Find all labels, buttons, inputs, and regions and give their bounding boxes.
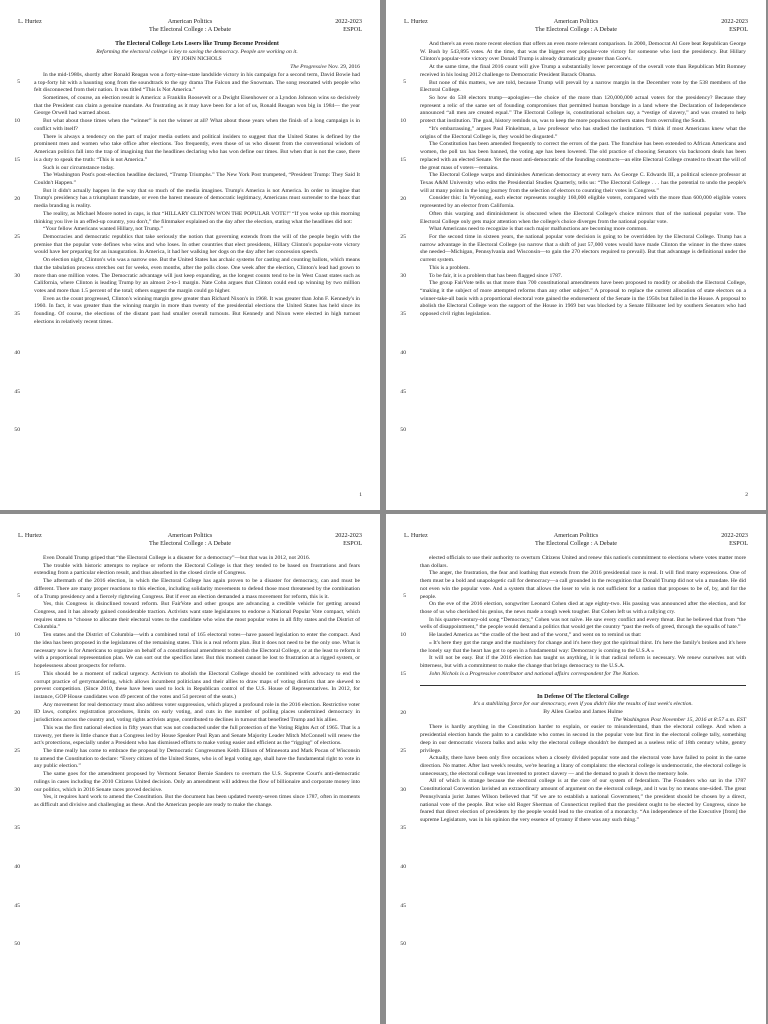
header-course-name: American Politics: [553, 532, 599, 539]
line-number: 50: [400, 427, 406, 433]
article-byline: BY JOHN NICHOLS: [172, 56, 222, 63]
header-course-subtitle: The Electoral College : A Debate: [535, 26, 617, 33]
article-title: In Defense Of The Electoral College: [536, 693, 630, 700]
paragraph: And there's an even more recent election that offers an even more relevant comparison. In 2000, Democrat Al Gore beat Republican George W. Bush by 543,895 votes. At the time, that was the biggest ever popular-vote victory for someone who lost the presidency. But Hillary Clinton's popular-vote victory over Donald Trump is already dramatically greater than Gore's.: [420, 41, 746, 63]
paragraph: All of which is strange because the electoral college is at the core of our system of federalism. The Founders who sat in the 1787 Constitutional Convention lavished an extraordinary amount of argument on the electoral college, and it was by no means one-sided. The great Pennsylvania jurist James Wilson believed that “if we are to establish a national Government,” the president should be chosen by a direct, national vote of the people. But wise old Roger Sherman of Connecticut replied that the president ought to be elected by Congress, since he feared that direct election of presidents by the people would lead to the creation of a monarchy. “An independence of the Executive [from] the supreme Legislature, was in his opinion the very essence of tyranny if there was any such thing.”: [420, 778, 746, 823]
header-course-name: American Politics: [167, 18, 213, 25]
line-number: 40: [400, 350, 406, 356]
header-academic-year: 2022-2023: [721, 532, 748, 539]
line-number: 20: [14, 196, 20, 202]
line-number: 25: [400, 748, 406, 754]
paragraph: Democracies and democratic republics that take seriously the notion that governing extends from the will of the people begin with the premise that the popular vote defines who wins and who loses. In other countries that elect presidents, Hillary Clinton's popular-vote victory would have her preparing for an inauguration. In America, it had her walking her dogs on the day after her concession speech.: [34, 233, 360, 256]
line-number: 5: [17, 79, 20, 85]
paragraph: Even as the count progressed, Clinton's winning margin grew greater than Richard Nixon's in 1968. It was greater than John F. Kennedy's in 1960. In fact, it was greater than the winning margin in more than twenty of the presidential elections the United States has held since its founding. Of course, the elections of the distant past had smaller overall turnouts. But Kennedy and Nixon were elected in high turnout elections in relatively recent times.: [34, 295, 360, 325]
paragraph: He lauded America as “the cradle of the best and of the worst,” and went on to remind us that:: [429, 632, 642, 639]
line-number: 40: [400, 864, 406, 870]
line-number: 35: [400, 825, 406, 831]
header-author: L. Hurtez: [404, 532, 428, 539]
header-school: ESPOL: [729, 540, 748, 547]
line-number: 50: [14, 941, 20, 947]
header-school: ESPOL: [343, 26, 362, 33]
header-course-name: American Politics: [167, 532, 213, 539]
paragraph: Such is our circumstance today.: [43, 164, 115, 171]
document-page-1: [0, 0, 380, 510]
line-number: 25: [14, 748, 20, 754]
header-school: ESPOL: [729, 26, 748, 33]
document-page-3: [0, 514, 380, 1024]
paragraph: Even Donald Trump griped that “the Electoral College is a disaster for a democracy”—but that was in 2012, not 2016.: [43, 555, 311, 561]
header-course-name: American Politics: [553, 18, 599, 25]
paragraph: The time really has come to embrace the proposal by Democratic Congressmen Keith Ellison of Minnesota and Mark Pocan of Wisconsin to amend the Constitution to declare: “Every citizen of the United States, who is of legal voting age, shall have the fundamental right to vote in any public election.”: [34, 747, 360, 770]
author-note: John Nichols is a Progressive contributor and national affairs correspondent for The Nation.: [429, 670, 640, 677]
line-number: 45: [400, 903, 406, 909]
paragraph: The Electoral College warps and diminishes American democracy at every turn. As George C. Edwards III, a political science professor at Texas A&M University who edits the Presidential Studies Quarterly, tells us: “The Electoral College . . . has the potential to undo the people's will at many points in the long journey from the selection of electors to counting their votes in Congress.”: [420, 172, 746, 194]
article-source: The Washington Post November 15, 2016 at 8:57 a.m. EST: [613, 716, 746, 723]
line-number: 45: [400, 389, 406, 395]
header-course: [18, 18, 362, 34]
paragraph: But it didn't actually happen in the way that so much of the media imagines. Trump's America is not America. In order to imagine that Trump's presidency has a triumphant mandate, or even the barest measure of democratic legitimacy, Americans must surrender to the hoax that media branding is reality.: [34, 187, 360, 210]
line-number: 20: [400, 196, 406, 202]
header-year: [721, 532, 748, 548]
paragraph: For the second time in sixteen years, the national popular vote decision is going to be overridden by the Electoral College. Trump has a narrow advantage in the Electoral College (so narrow that a shift of just 57,000 votes would have made Clinton the winner in the three states she needed—Michigan, Pennsylvania and Wisconsin—to gain the 270 electors required to prevail). But that advantage is definitional under the current system.: [420, 233, 746, 264]
paragraph: Actually, there have been only five occasions when a closely divided popular vote and the electoral vote have failed to point in the same direction. No matter. After last week's results, we're hearing a litany of complaints: the electoral college is undemocratic, the electoral college is unnecessary, the electoral college was invented to protect slavery — and the demand to push it down the memory hole.: [420, 755, 746, 777]
header-school: ESPOL: [343, 540, 362, 547]
header-course-subtitle: The Electoral College : A Debate: [149, 540, 231, 547]
paragraph: At the same time, the final 2016 count will give Trump a substantially lower percentage of the overall vote than Republican Mitt Romney received in his losing 2012 challenge to Democratic President Barack Obama.: [420, 64, 746, 78]
paragraph: But none of this matters, we are told, because Trump will prevail by a narrow margin in the December vote by the 538 members of the Electoral College.: [420, 79, 746, 94]
line-number: 20: [14, 710, 20, 716]
article-subtitle: Reforming the electoral college is key to saving the democracy. People are working on it.: [96, 48, 298, 55]
line-number: 50: [400, 941, 406, 947]
paragraph: In his quarter-century-old song “Democracy,” Cohen was not naïve. He saw every conflict and every threat. But he believed that from “the wells of disappointment,” the people would demand a politics that would get the country “past the reefs of greed, through the squalls of hate.”: [420, 616, 746, 631]
line-number: 40: [14, 864, 20, 870]
document-page-2: [386, 0, 766, 510]
line-number: 30: [400, 787, 406, 793]
article-body: [420, 41, 746, 319]
header-course-subtitle: The Electoral College : A Debate: [535, 540, 617, 547]
paragraph: On election night, Clinton's win was a narrow one. But the United States has archaic systems for casting and counting ballots, which means that the tabulation process stretches out for weeks, even months, after the polls close. One week after the election, Clinton's lead had grown to more than one million votes. The Democratic advantage will just keep expanding, as the longest counts tend to be in West Coast states such as California, where Clinton is leading Trump by an almost 2-to-1 margin. Nate Cohn argues that Clinton could end up winning by two million votes and more than 1.5 percent of the total; others suggest the margin could go higher.: [34, 257, 360, 294]
article-source: [34, 64, 360, 72]
line-number: 20: [400, 710, 406, 716]
quote: « It's here they got the range and the machinery for change and it's here they got the spiritual thirst. It's here the family's broken and it's here the lonely say that the heart has got to open in a fundamental way: Democracy is coming to the U.S.A »: [420, 639, 746, 654]
line-number: 45: [14, 389, 20, 395]
paragraph: Yes, it requires hard work to amend the Constitution. But the document has been updated twenty-seven times since 1787, often in moments as difficult and divisive and challenging as these. And the American people are ready to make the change.: [34, 794, 360, 808]
line-number: 25: [14, 234, 20, 240]
paragraph: “Your fellow Americans wanted Hillary, not Trump.”: [43, 226, 164, 233]
line-number: 30: [14, 787, 20, 793]
header-academic-year: 2022-2023: [721, 18, 748, 25]
page-number: 1: [359, 492, 362, 498]
source-publication: The Progressive: [290, 64, 327, 71]
header-author: L. Hurtez: [404, 18, 428, 25]
paragraph: Consider this: In Wyoming, each elector represents roughly 160,000 eligible voters, compared with the more than 600,000 eligible voters represented by an elector from California.: [420, 195, 746, 210]
line-number: 10: [400, 118, 406, 124]
paragraph: This should be a moment of radical urgency. Activism to abolish the Electoral College should be combined with advocacy to end the corrupt practice of gerrymandering, which allows incumbent politicians and their allies to draw maps of voting districts that are skewed to prevent competition. (Since 2010, these have been used to lock in Republican control of the U.S. House of Representatives. In 2012, for instance, GOP House candidates won 49 percent of the votes and 54 percent of the seats.): [34, 670, 360, 700]
page-number: 2: [745, 492, 748, 498]
header-course: [404, 18, 748, 34]
line-number: 5: [403, 593, 406, 599]
paragraph: The reality, as Michael Moore noted in caps, is that “HILLARY CLINTON WON THE POPULAR VOTE!” “If you woke up this morning thinking you live in an effed-up country, you don't,” the filmmaker explained on the day after the election, stating what the headlines did not:: [34, 210, 360, 225]
paragraph: There is always a tendency on the part of major media outlets and political insiders to suggest that the United States is defined by the prominent men and women who take office after elections. Too frequently, even those of us who dissent from the conventional wisdom of American politics fall into the trap of imagining that the headlines declaring who has won define our times. But when that is not the case, there is a duty to speak the truth: “This is not America.”: [34, 133, 360, 163]
line-number: 30: [400, 273, 406, 279]
article-body: [34, 555, 360, 810]
article-subtitle: It's a stabilizing force for our democracy, even if you didn't like the results of last week's election.: [473, 701, 693, 708]
paragraph: The trouble with historic attempts to replace or reform the Electoral College is that they tended to be based on frustrations and fears extending from a particular election result, and thus absorbed in the closed circle of Congress.: [34, 562, 360, 577]
paragraph: It will not be easy. But if the 2016 election has taught us anything, it is that radical reform is necessary. We renew ourselves not with bitterness, but with a commitment to make the change that brings democracy to the U.S.A.: [420, 655, 746, 670]
paragraph: Any movement for real democracy must also address voter suppression, which played a profound role in the 2016 election. Restrictive voter ID laws, complex registration procedures, limits on early voting, and cuts in the number of polling places undermined democracy in jurisdictions across the country and, voting rights activists argue, contributed to declines in turnout that benefited Trump and his allies.: [34, 701, 360, 724]
paragraph: elected officials to use their authority to overturn Citizens United and renew this nation's commitment to elections where votes matter more than dollars.: [420, 555, 746, 569]
line-number: 45: [14, 903, 20, 909]
source-date: Nov. 29, 2016: [328, 64, 360, 71]
header-year: [335, 532, 362, 548]
paragraph: The same goes for the amendment proposed by Vermont Senator Bernie Sanders to overturn the U.S. Supreme Court's anti-democratic rulings in cases including the 2010 Citizens United decision. Only an amendment will address the flow of billionaire and corporate money into our politics, which in 2016 Senate races proved decisive.: [34, 771, 360, 793]
line-number: 15: [400, 157, 406, 163]
paragraph: So how do 538 electors trump—apologies—the choice of the more than 120,000,000 actual voters for the presidency? Because they represent a relic of the same set of founding compromises that permitted human bondage in a land where the Declaration of Independence announced “all men are created equal.” The Electoral College is, constitutional scholars say, a “vestige of slavery,” and was created to help protect that institution. The goal, history reminds us, was to keep the more populous northern states from overruling the South.: [420, 95, 746, 125]
line-number: 35: [14, 825, 20, 831]
paragraph: This is a problem.: [429, 264, 470, 271]
paragraph: Sometimes, of course, an election result is America: a Franklin Roosevelt or a Dwight Eisenhower or a Lyndon Johnson wins so decisively that the President can claim a genuine mandate. As frustrating as it may have been for a lot of us, Ronald Reagan won big in 1984— the year George Orwell had warned about.: [34, 95, 360, 117]
line-number: 10: [14, 118, 20, 124]
line-number: 25: [400, 234, 406, 240]
article-body: [420, 555, 746, 825]
line-number: 15: [14, 157, 20, 163]
line-number: 40: [14, 350, 20, 356]
line-number: 15: [14, 671, 20, 677]
paragraph: But what about those times when the “winner” is not the winner at all? What about those years when the finish of a long campaign is in conflict with itself?: [34, 118, 360, 132]
header-author: L. Hurtez: [18, 532, 42, 539]
article-byline: By Allen Guelzo and James Hulme: [543, 708, 623, 715]
header-course-subtitle: The Electoral College : A Debate: [149, 26, 231, 33]
paragraph: Ten states and the District of Columbia—with a combined total of 165 electoral votes—have passed legislation to enter the compact. And the idea has been proposed in the legislatures of the remaining states. This is a real reform plan. But it does not need to be the only one. What is necessary now is for Americans to organize on behalf of a constitutional amendment to abolish the Electoral College, or at the least to reform it with a proportional representation plan. We can sort out the specifics later. But this moment cannot be lost to frustration at a rigged system, or hopelessness about prospects for reform.: [34, 632, 360, 670]
line-number: 10: [400, 632, 406, 638]
line-number: 35: [14, 311, 20, 317]
header-course: [18, 532, 362, 548]
paragraph: The anger, the frustration, the fear and loathing that extends from the 2016 presidential race is real. It will find many expressions. One of them must be a bold and unapologetic call for democracy—a call grounded in the recognition that Donald Trump did not win a mandate. He did not even win the popular vote. And a system that allows the loser to win is not sufficient for a nation that proposes to be of, by, and for the people.: [420, 570, 746, 600]
article-divider: [420, 685, 746, 686]
paragraph: “It's embarrassing,” argues Paul Finkelman, a law professor who has studied the institution. “I think if most Americans knew what the origins of the Electoral College is, they would be disgusted.”: [420, 125, 746, 140]
line-number: 5: [403, 79, 406, 85]
line-number: 30: [14, 273, 20, 279]
paragraph: Yes, this Congress is disinclined toward reform. But FairVote and other groups are advancing a credible vehicle for getting around Congress, and it has already gained considerable traction. Activists want state legislatures to endorse a National Popular Vote compact, which requires states to “choose to allocate their electoral votes to the candidate who wins the most popular votes in all fifty states and the District of Columbia.”: [34, 601, 360, 631]
paragraph: The aftermath of the 2016 election, in which the Electoral College has again proven to be a disaster for democracy, can and must be different. There are many proper reactions to this election, including solidarity movements to defend those most threatened by the combination of a Trump presidency and a fiercely rightwing Congress. But if ever an election demanded a mass movement for reform, this is it.: [34, 578, 360, 600]
line-number: 15: [400, 671, 406, 677]
article-title: The Electoral College Lets Losers like Trump Become President: [115, 41, 279, 47]
paragraph: The group FairVote tells us that more than 700 constitutional amendments have been proposed to modify or abolish the Electoral College, “making it the subject of more attempted reforms than any other subject.” A proposal to replace the current allocation of state electors on a winner-take-all basis with a proportional electoral vote gained the endorsement of the Senate in the 1950s but failed in the House. A proposal to abolish the Electoral College won the support of the House in 1969 but was blocked by a Senate filibuster led by southern Senators who had opposed civil rights legislation.: [420, 280, 746, 318]
paragraph: There is hardly anything in the Constitution harder to explain, or easier to misunderstand, than the electoral college. And when a presidential election hands the palm to a candidate who comes in second in the popular vote but first in the electoral college tally, something deep in our democratic viscera balks and asks why the electoral college shouldn't be dumped as a useless relic of 18th century white, gentry privilege.: [420, 724, 746, 754]
document-page-4: [386, 514, 766, 1024]
line-number: 5: [17, 593, 20, 599]
header-academic-year: 2022-2023: [335, 18, 362, 25]
paragraph: This was the first national election in fifty years that was not conducted under the full protection of the Voting Rights Act of 1965. That is a travesty, yet there is little chance that a Congress led by House Speaker Paul Ryan and Senate Majority Leader Mitch McConnell will renew the act's protections, especially under a President who has dismissed efforts to make voting easier and efficient as the “rigging” of elections.: [34, 724, 360, 747]
header-author: L. Hurtez: [18, 18, 42, 25]
header-course: [404, 532, 748, 548]
paragraph: In the mid-1980s, shortly after Ronald Reagan won a forty-nine-state landslide victory in his campaign for a second term, David Bowie had a top-forty hit with a haunting song from the soundtrack to the spy drama The Falcon and the Snowman. The song resonated with people who felt disconnected from their nation. It was titled “This Is Not America.”: [34, 71, 360, 94]
paragraph: Often this warping and diminishment is obscured when the Electoral College's choice mirrors that of the national popular vote. The Electoral College only gets major attention when the college's choice diverges from the national popular vote.: [420, 210, 746, 225]
article-body: [34, 41, 360, 327]
paragraph: To be fair, it is a problem that has been flagged since 1787.: [429, 272, 563, 279]
line-number: 10: [14, 632, 20, 638]
paragraph: The Constitution has been amended frequently to correct the errors of the past. The franchise has been extended to African Americans and women, the poll tax has been banned, the voting age has been lowered. The old practice of choosing Senators via backroom deals has been replaced with an elected Senate. Yet the most anti-democratic of the founding constructs—an elite Electoral College created to thwart the will of the great mass of voters—remains.: [420, 141, 746, 171]
paragraph: On the eve of the 2016 election, songwriter Leonard Cohen died at age eighty-two. His passing was announced after the election, and for those of us who cherished his genius, the news made a tough week tougher. But Cohen left us with a rallying cry.: [420, 601, 746, 616]
line-number: 50: [14, 427, 20, 433]
paragraph: The Washington Post's post-election headline declared, “Trump Triumphs.” The New York Post trumpeted, “President Trump: They Said It Couldn't Happen.”: [34, 172, 360, 186]
header-year: [721, 18, 748, 34]
header-year: [335, 18, 362, 34]
line-number: 35: [400, 311, 406, 317]
header-academic-year: 2022-2023: [335, 532, 362, 539]
paragraph: What Americans need to recognize is that such major malfunctions are becoming more common.: [429, 226, 648, 233]
